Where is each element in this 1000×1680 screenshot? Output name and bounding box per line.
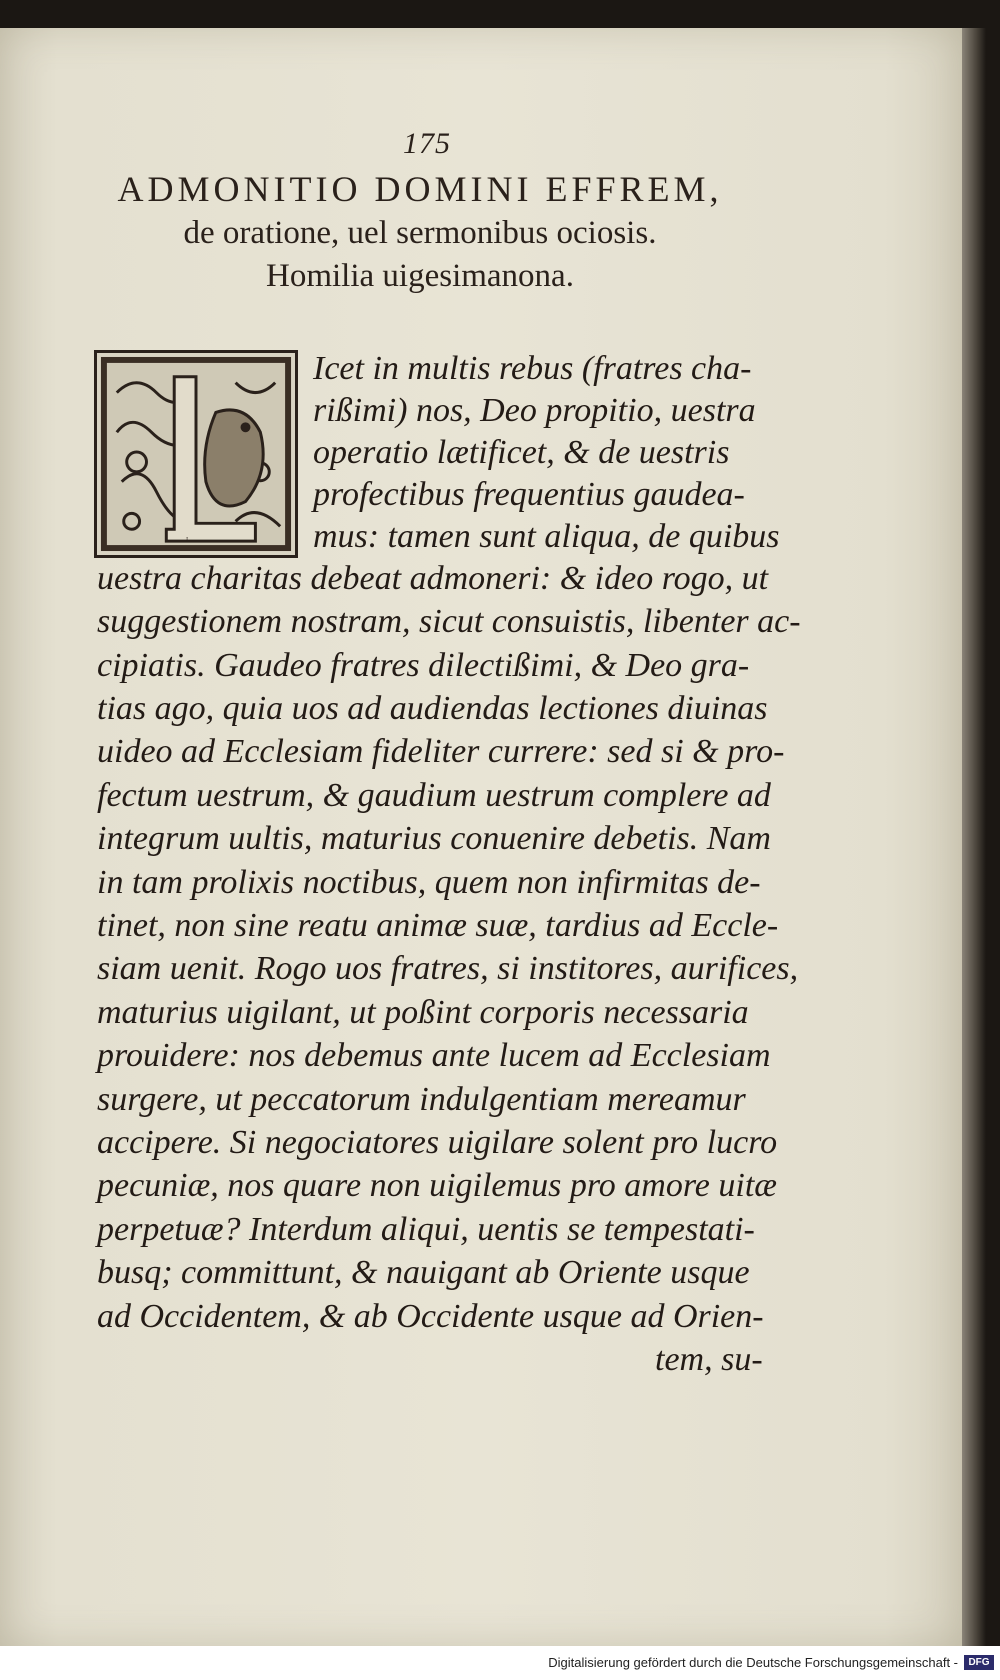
text-line: busq; committunt, & nauigant ab Oriente usque xyxy=(97,1254,750,1291)
text-line: pecuniæ, nos quare non uigilemus pro amore uitæ xyxy=(97,1167,777,1204)
text-line: Icet in multis rebus (fratres cha- xyxy=(313,350,752,387)
text-line: mus: tamen sunt aliqua, de quibus xyxy=(313,518,780,555)
funding-credit: Digitalisierung gefördert durch die Deutsche Forschungsgemeinschaft - xyxy=(548,1655,958,1670)
text-line: prouidere: nos debemus ante lucem ad Ecclesiam xyxy=(97,1037,771,1074)
page-number: 175 xyxy=(403,127,451,160)
text-line: surgere, ut peccatorum indulgentiam mereamur xyxy=(97,1081,746,1118)
page-edge-shadow xyxy=(962,28,986,1646)
text-line: integrum uultis, maturius conuenire debetis. Nam xyxy=(97,820,771,857)
text-line: maturius uigilant, ut poßint corporis necessaria xyxy=(97,994,749,1031)
text-line: tias ago, quia uos ad audiendas lectiones diuinas xyxy=(97,690,768,727)
text-line: siam uenit. Rogo uos fratres, si institores, aurifices, xyxy=(97,950,799,987)
catchword: tem, su- xyxy=(655,1341,763,1378)
dfg-logo: DFG xyxy=(964,1655,994,1670)
footer-bar xyxy=(0,1646,1000,1680)
decorated-initial-L xyxy=(94,350,298,558)
text-line: accipere. Si negociatores uigilare solent pro lucro xyxy=(97,1124,778,1161)
text-line: suggestionem nostram, sicut consuistis, libenter ac- xyxy=(97,603,801,640)
text-line: rißimi) nos, Deo propitio, uestra xyxy=(313,392,756,429)
title-line-1: ADMONITIO DOMINI EFFREM, xyxy=(117,169,723,209)
decorated-initial-image xyxy=(97,353,295,555)
text-line: tinet, non sine reatu animæ suæ, tardius ad Eccle- xyxy=(97,907,779,944)
text-line: cipiatis. Gaudeo fratres dilectißimi, & Deo gra- xyxy=(97,647,750,684)
title-line-3: Homilia uigesimanona. xyxy=(266,258,574,294)
text-line: uideo ad Ecclesiam fideliter currere: sed si & pro- xyxy=(97,733,785,770)
drop-cap-letter: L xyxy=(186,537,190,544)
text-line: ad Occidentem, & ab Occidente usque ad Orien- xyxy=(97,1298,764,1335)
text-line: perpetuæ? Interdum aliqui, uentis se tempestati- xyxy=(97,1211,755,1248)
text-line: profectibus frequentius gaudea- xyxy=(313,476,745,513)
text-line: uestra charitas debeat admoneri: & ideo rogo, ut xyxy=(97,560,769,597)
title-line-2: de oratione, uel sermonibus ociosis. xyxy=(183,215,657,251)
text-line: in tam prolixis noctibus, quem non infirmitas de- xyxy=(97,864,761,901)
text-line: operatio lætificet, & de uestris xyxy=(313,434,730,471)
text-line: fectum uestrum, & gaudium uestrum complere ad xyxy=(97,777,771,814)
